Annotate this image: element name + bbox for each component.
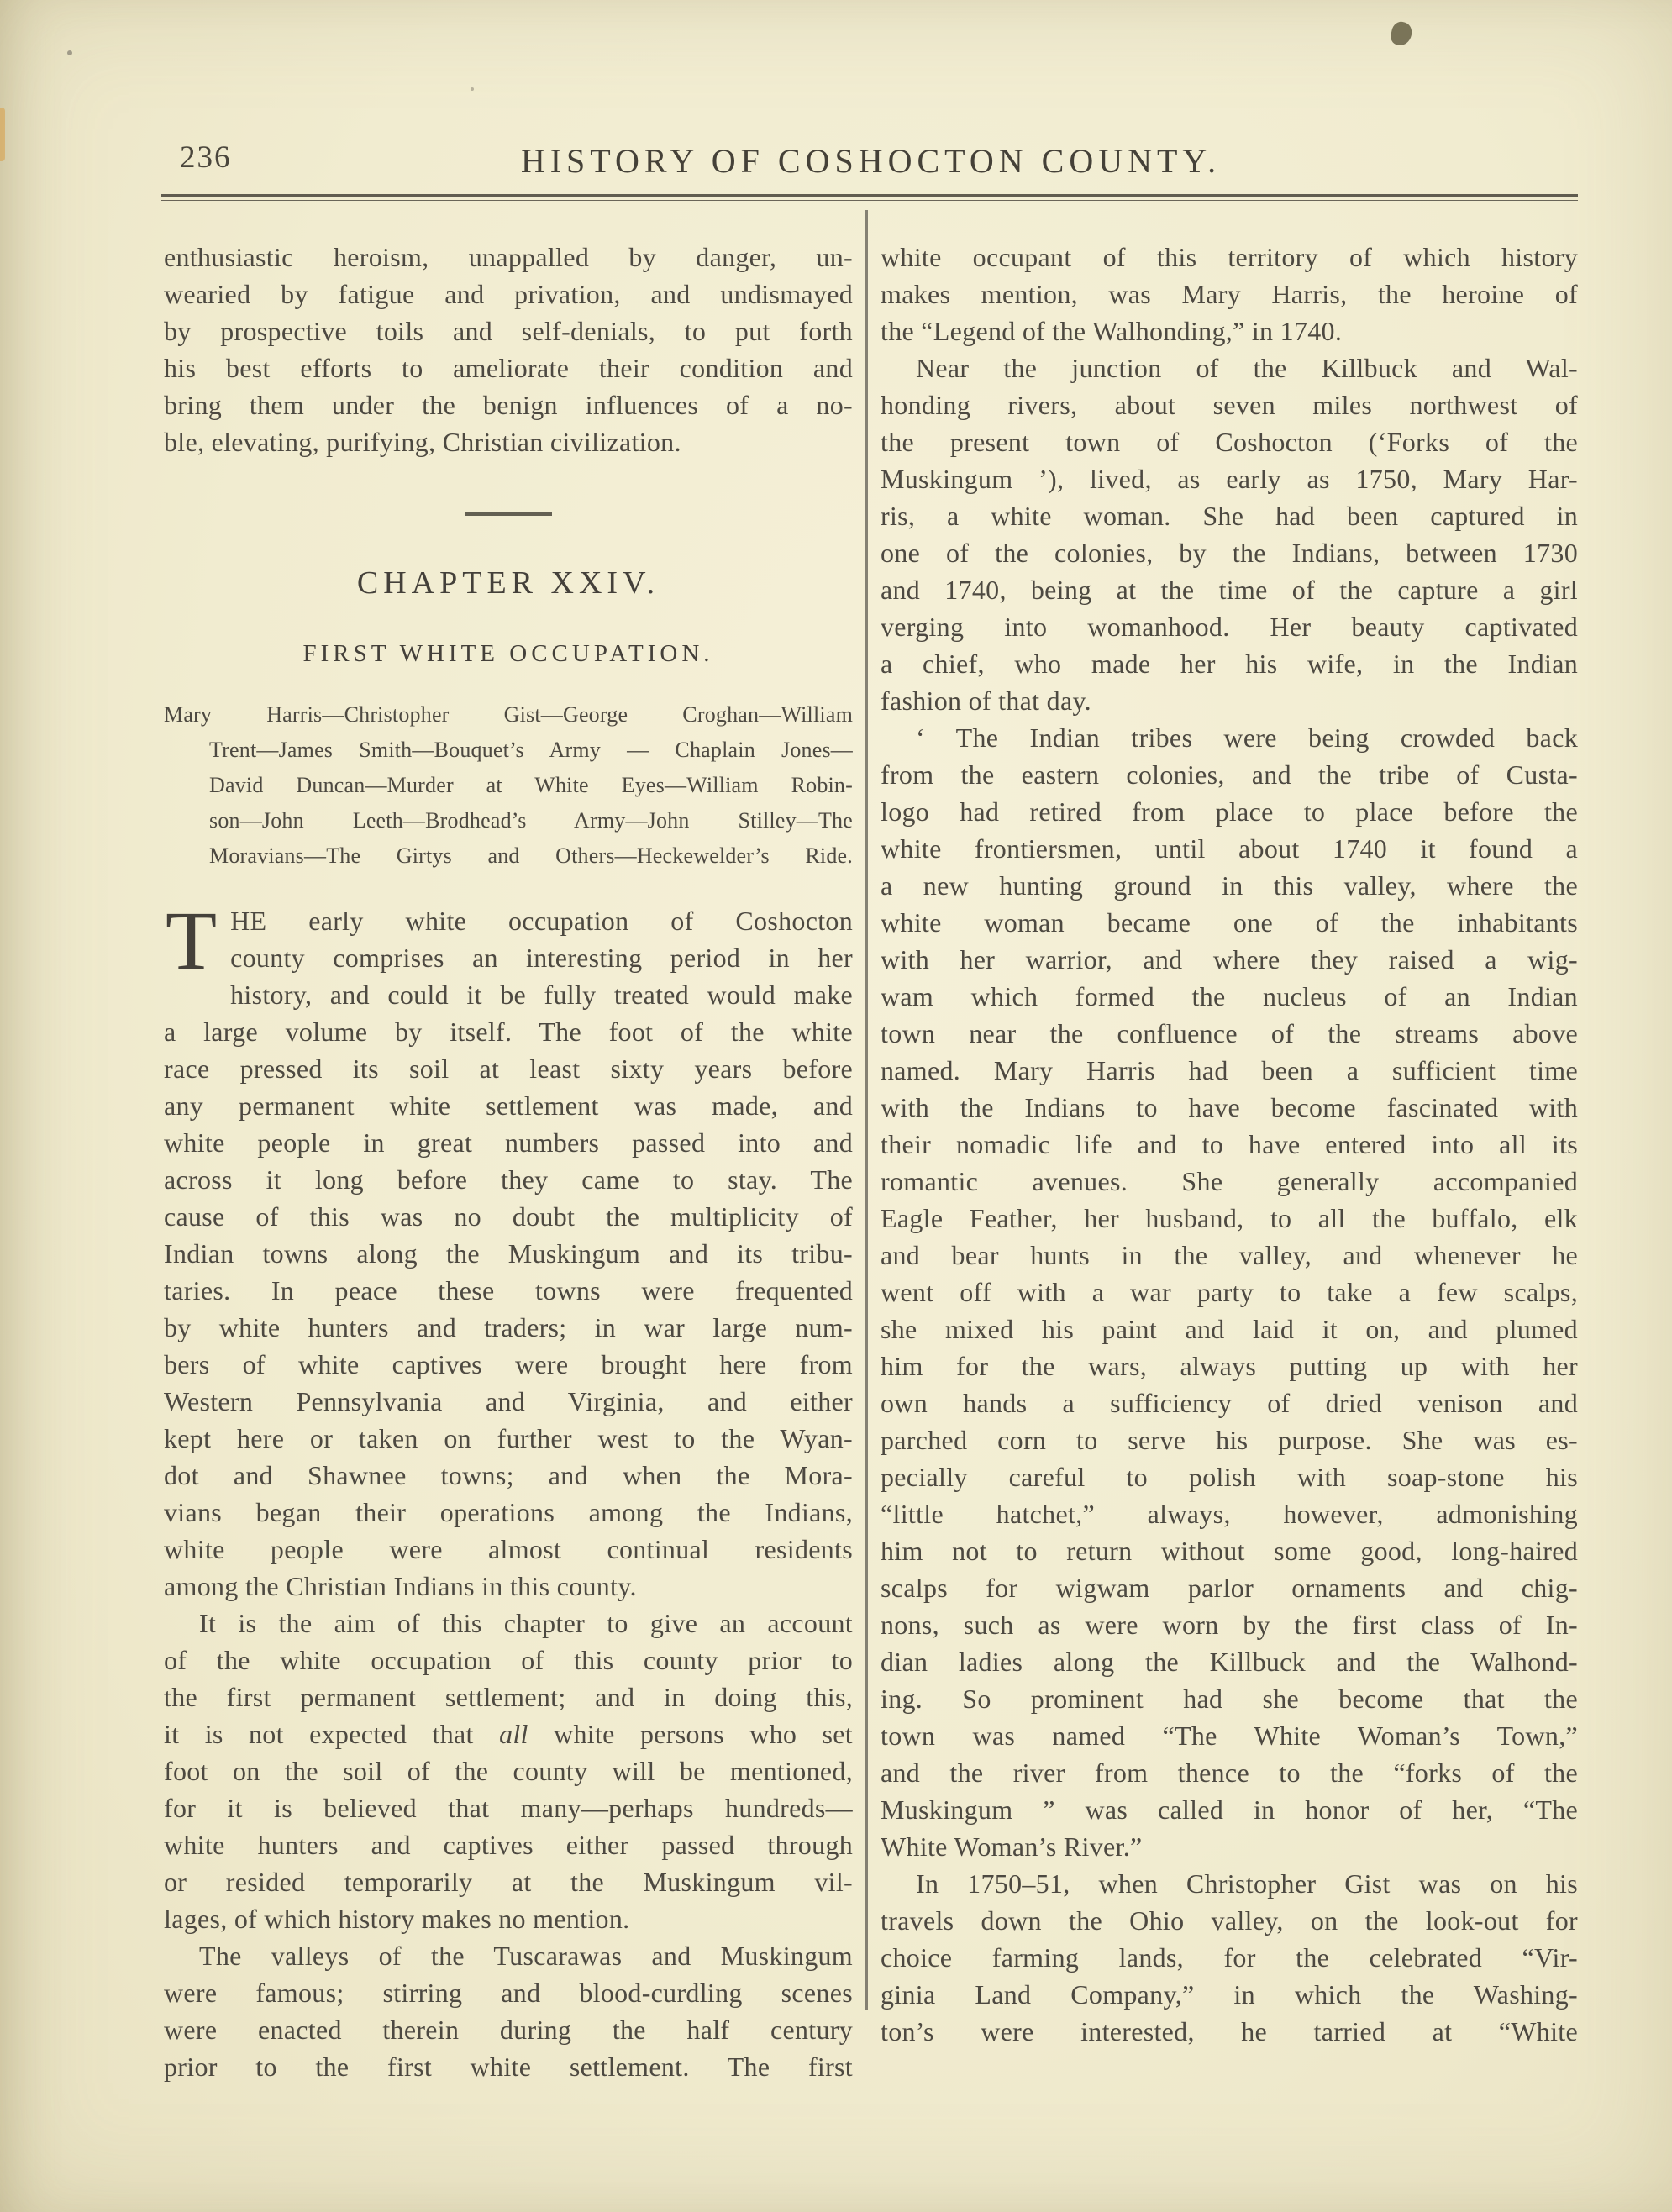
text-line: “little hatchet,” always, however, admonishing	[881, 1499, 1578, 1529]
left-column	[164, 217, 853, 2085]
text-line: vians began their operations among the Indians,	[164, 1497, 853, 1527]
text-line: Near the junction of the Killbuck and Wal-	[916, 353, 1578, 383]
text-line: Western Pennsylvania and Virginia, and either	[164, 1386, 853, 1416]
text-line: white frontiersmen, until about 1740 it found a	[881, 833, 1578, 864]
text-line: cause of this was no doubt the multiplicity of	[164, 1201, 853, 1232]
text-line: ginia Land Company,” in which the Washing-	[881, 1979, 1578, 2010]
paper-speck	[67, 50, 72, 55]
text-line: with her warrior, and where they raised a wig-	[881, 944, 1578, 975]
text-line: ris, a white woman. She had been captured in	[881, 501, 1578, 531]
text-line: scalps for wigwam parlor ornaments and chig-	[881, 1573, 1578, 1603]
drop-cap: T	[166, 894, 218, 987]
page-number: 236	[180, 140, 232, 175]
text-segment: white persons who set	[528, 1719, 853, 1749]
text-line: taries. In peace these towns were frequented	[164, 1275, 853, 1306]
text-line: a chief, who made her his wife, in the Indian	[881, 649, 1578, 679]
text-line: In 1750–51, when Christopher Gist was on his	[916, 1868, 1578, 1899]
text-line: Mary Harris—Christopher Gist—George Croghan—William	[164, 702, 853, 727]
text-line: across it long before they came to stay. The	[164, 1164, 853, 1195]
text-line: from the eastern colonies, and the tribe of Custa-	[881, 759, 1578, 790]
text-line: ton’s were interested, he tarried at “White	[881, 2016, 1578, 2046]
text-line: of the white occupation of this county prior to	[164, 1645, 853, 1675]
running-header-title: HISTORY OF COSHOCTON COUNTY.	[520, 142, 1222, 180]
text-line: wearied by fatigue and privation, and undismayed	[164, 279, 853, 309]
emphasized-word: all	[499, 1719, 528, 1749]
text-line: and the river from thence to the “forks of the	[881, 1758, 1578, 1788]
text-line: romantic avenues. She generally accompanied	[881, 1166, 1578, 1196]
text-line: Muskingum ’), lived, as early as 1750, Mary Har-	[881, 464, 1578, 494]
ink-blot	[1389, 20, 1413, 47]
text-line: prior to the first white settlement. The first	[164, 2052, 853, 2082]
text-line: by white hunters and traders; in war large num-	[164, 1312, 853, 1342]
text-line: white occupant of this territory of which history	[881, 242, 1578, 272]
text-line: Muskingum ” was called in honor of her, “The	[881, 1794, 1578, 1825]
text-line: It is the aim of this chapter to give an account	[199, 1608, 853, 1638]
text-line: the first permanent settlement; and in doing this,	[164, 1682, 853, 1712]
text-line: the “Legend of the Walhonding,” in 1740.	[881, 316, 1343, 346]
paragraph-lines	[164, 894, 853, 1605]
body-paragraph-2	[164, 1605, 853, 1937]
text-line: went off with a war party to take a few scalps,	[881, 1277, 1578, 1307]
text-line: white people in great numbers passed into and	[164, 1127, 853, 1158]
right-column	[881, 217, 1578, 2050]
section-heading: FIRST WHITE OCCUPATION.	[302, 640, 714, 667]
text-line: verging into womanhood. Her beauty captivated	[881, 612, 1578, 642]
text-line: parched corn to serve his purpose. She was es-	[881, 1425, 1578, 1455]
text-line: foot on the soil of the county will be mentioned,	[164, 1756, 853, 1786]
text-line: dot and Shawnee towns; and when the Mora-	[164, 1460, 853, 1490]
text-line: David Duncan—Murder at White Eyes—William Robin-	[209, 773, 853, 797]
text-line: pecially careful to polish with soap-stone his	[881, 1462, 1578, 1492]
text-line: logo had retired from place to place before the	[881, 796, 1578, 827]
chapter-synopsis	[164, 697, 853, 874]
text-line: son—John Leeth—Brodhead’s Army—John Stilley—The	[209, 808, 853, 833]
text-line: him for the wars, always putting up with her	[881, 1351, 1578, 1381]
right-column-text	[881, 239, 1578, 2050]
text-line: White Woman’s River.”	[881, 1831, 1143, 1862]
text-line: choice farming lands, for the celebrated “Vir-	[881, 1942, 1578, 1973]
text-line: him not to return without some good, long-haired	[881, 1536, 1578, 1566]
text-line: travels down the Ohio valley, on the look-out for	[881, 1905, 1578, 1936]
text-line: lages, of which history makes no mention.	[164, 1904, 630, 1934]
text-line: makes mention, was Mary Harris, the heroine of	[881, 279, 1578, 309]
text-line: named. Mary Harris had been a sufficient time	[881, 1055, 1578, 1085]
text-line: were famous; stirring and blood-curdling scenes	[164, 1978, 853, 2008]
text-line: his best efforts to ameliorate their condition and	[164, 353, 853, 383]
text-line: county comprises an interesting period in her	[230, 943, 853, 973]
text-segment: it is not expected that	[164, 1719, 500, 1749]
chapter-heading: CHAPTER XXIV.	[356, 565, 660, 601]
text-line: ing. So prominent had she become that the	[881, 1684, 1578, 1714]
text-line: with the Indians to have become fascinated with	[881, 1092, 1578, 1122]
text-line: The valleys of the Tuscarawas and Muskingum	[199, 1941, 853, 1971]
text-line	[164, 1715, 853, 1752]
text-line: Moravians—The Girtys and Others—Heckewelder’s Ride.	[209, 843, 853, 868]
text-line: any permanent white settlement was made, and	[164, 1090, 853, 1121]
paper-speck	[471, 87, 474, 91]
text-line: for it is believed that many—perhaps hundreds—	[164, 1793, 853, 1823]
body-paragraph-3	[164, 1937, 853, 2085]
body-paragraph-1	[164, 894, 853, 1605]
section-divider-dash	[465, 512, 552, 516]
text-line: ‘ The Indian tribes were being crowded back	[916, 722, 1578, 753]
text-line: white woman became one of the inhabitants	[881, 907, 1578, 938]
text-line: or resided temporarily at the Muskingum vil-	[164, 1867, 853, 1897]
text-line: were enacted therein during the half century	[164, 2015, 853, 2045]
text-line: one of the colonies, by the Indians, between 1730	[881, 538, 1578, 568]
page-edge-mark	[0, 108, 5, 161]
text-line: ble, elevating, purifying, Christian civilization.	[164, 427, 681, 457]
text-line: town near the confluence of the streams above	[881, 1018, 1578, 1048]
text-line: a new hunting ground in this valley, where the	[881, 870, 1578, 901]
continued-paragraph	[164, 239, 853, 460]
text-line: a large volume by itself. The foot of the white	[164, 1017, 853, 1047]
header-rule	[161, 194, 1578, 201]
text-line: she mixed his paint and laid it on, and plumed	[881, 1314, 1578, 1344]
text-line: dian ladies along the Killbuck and the Walhond-	[881, 1647, 1578, 1677]
text-line: white hunters and captives either passed through	[164, 1830, 853, 1860]
text-line: enthusiastic heroism, unappalled by danger, un-	[164, 242, 853, 272]
text-line: and bear hunts in the valley, and whenever he	[881, 1240, 1578, 1270]
text-line: the present town of Coshocton (‘Forks of the	[881, 427, 1578, 457]
text-line: Indian towns along the Muskingum and its tribu-	[164, 1238, 853, 1269]
column-divider-rule	[865, 210, 868, 2010]
text-line: history, and could it be fully treated would make	[230, 980, 853, 1010]
text-line: Eagle Feather, her husband, to all the buffalo, elk	[881, 1203, 1578, 1233]
text-line: white people were almost continual residents	[164, 1534, 853, 1564]
text-line: HE early white occupation of Coshocton	[230, 906, 853, 936]
text-line: their nomadic life and to have entered into all its	[881, 1129, 1578, 1159]
text-line: nons, such as were worn by the first class of In-	[881, 1610, 1578, 1640]
text-line: Trent—James Smith—Bouquet’s Army — Chaplain Jones—	[209, 738, 853, 762]
text-line: own hands a sufficiency of dried venison and	[881, 1388, 1578, 1418]
text-line: by prospective toils and self-denials, to put forth	[164, 316, 853, 346]
text-line: race pressed its soil at least sixty years before	[164, 1053, 853, 1084]
text-line: kept here or taken on further west to the Wyan-	[164, 1423, 853, 1453]
text-line: wam which formed the nucleus of an Indian	[881, 981, 1578, 1011]
text-line: bers of white captives were brought here from	[164, 1349, 853, 1379]
text-line: fashion of that day.	[881, 686, 1091, 716]
text-line: among the Christian Indians in this county.	[164, 1571, 637, 1601]
text-line: and 1740, being at the time of the capture a girl	[881, 575, 1578, 605]
text-line: town was named “The White Woman’s Town,”	[881, 1721, 1578, 1751]
text-line: honding rivers, about seven miles northwest of	[881, 390, 1578, 420]
text-line: bring them under the benign influences of a no-	[164, 390, 853, 420]
